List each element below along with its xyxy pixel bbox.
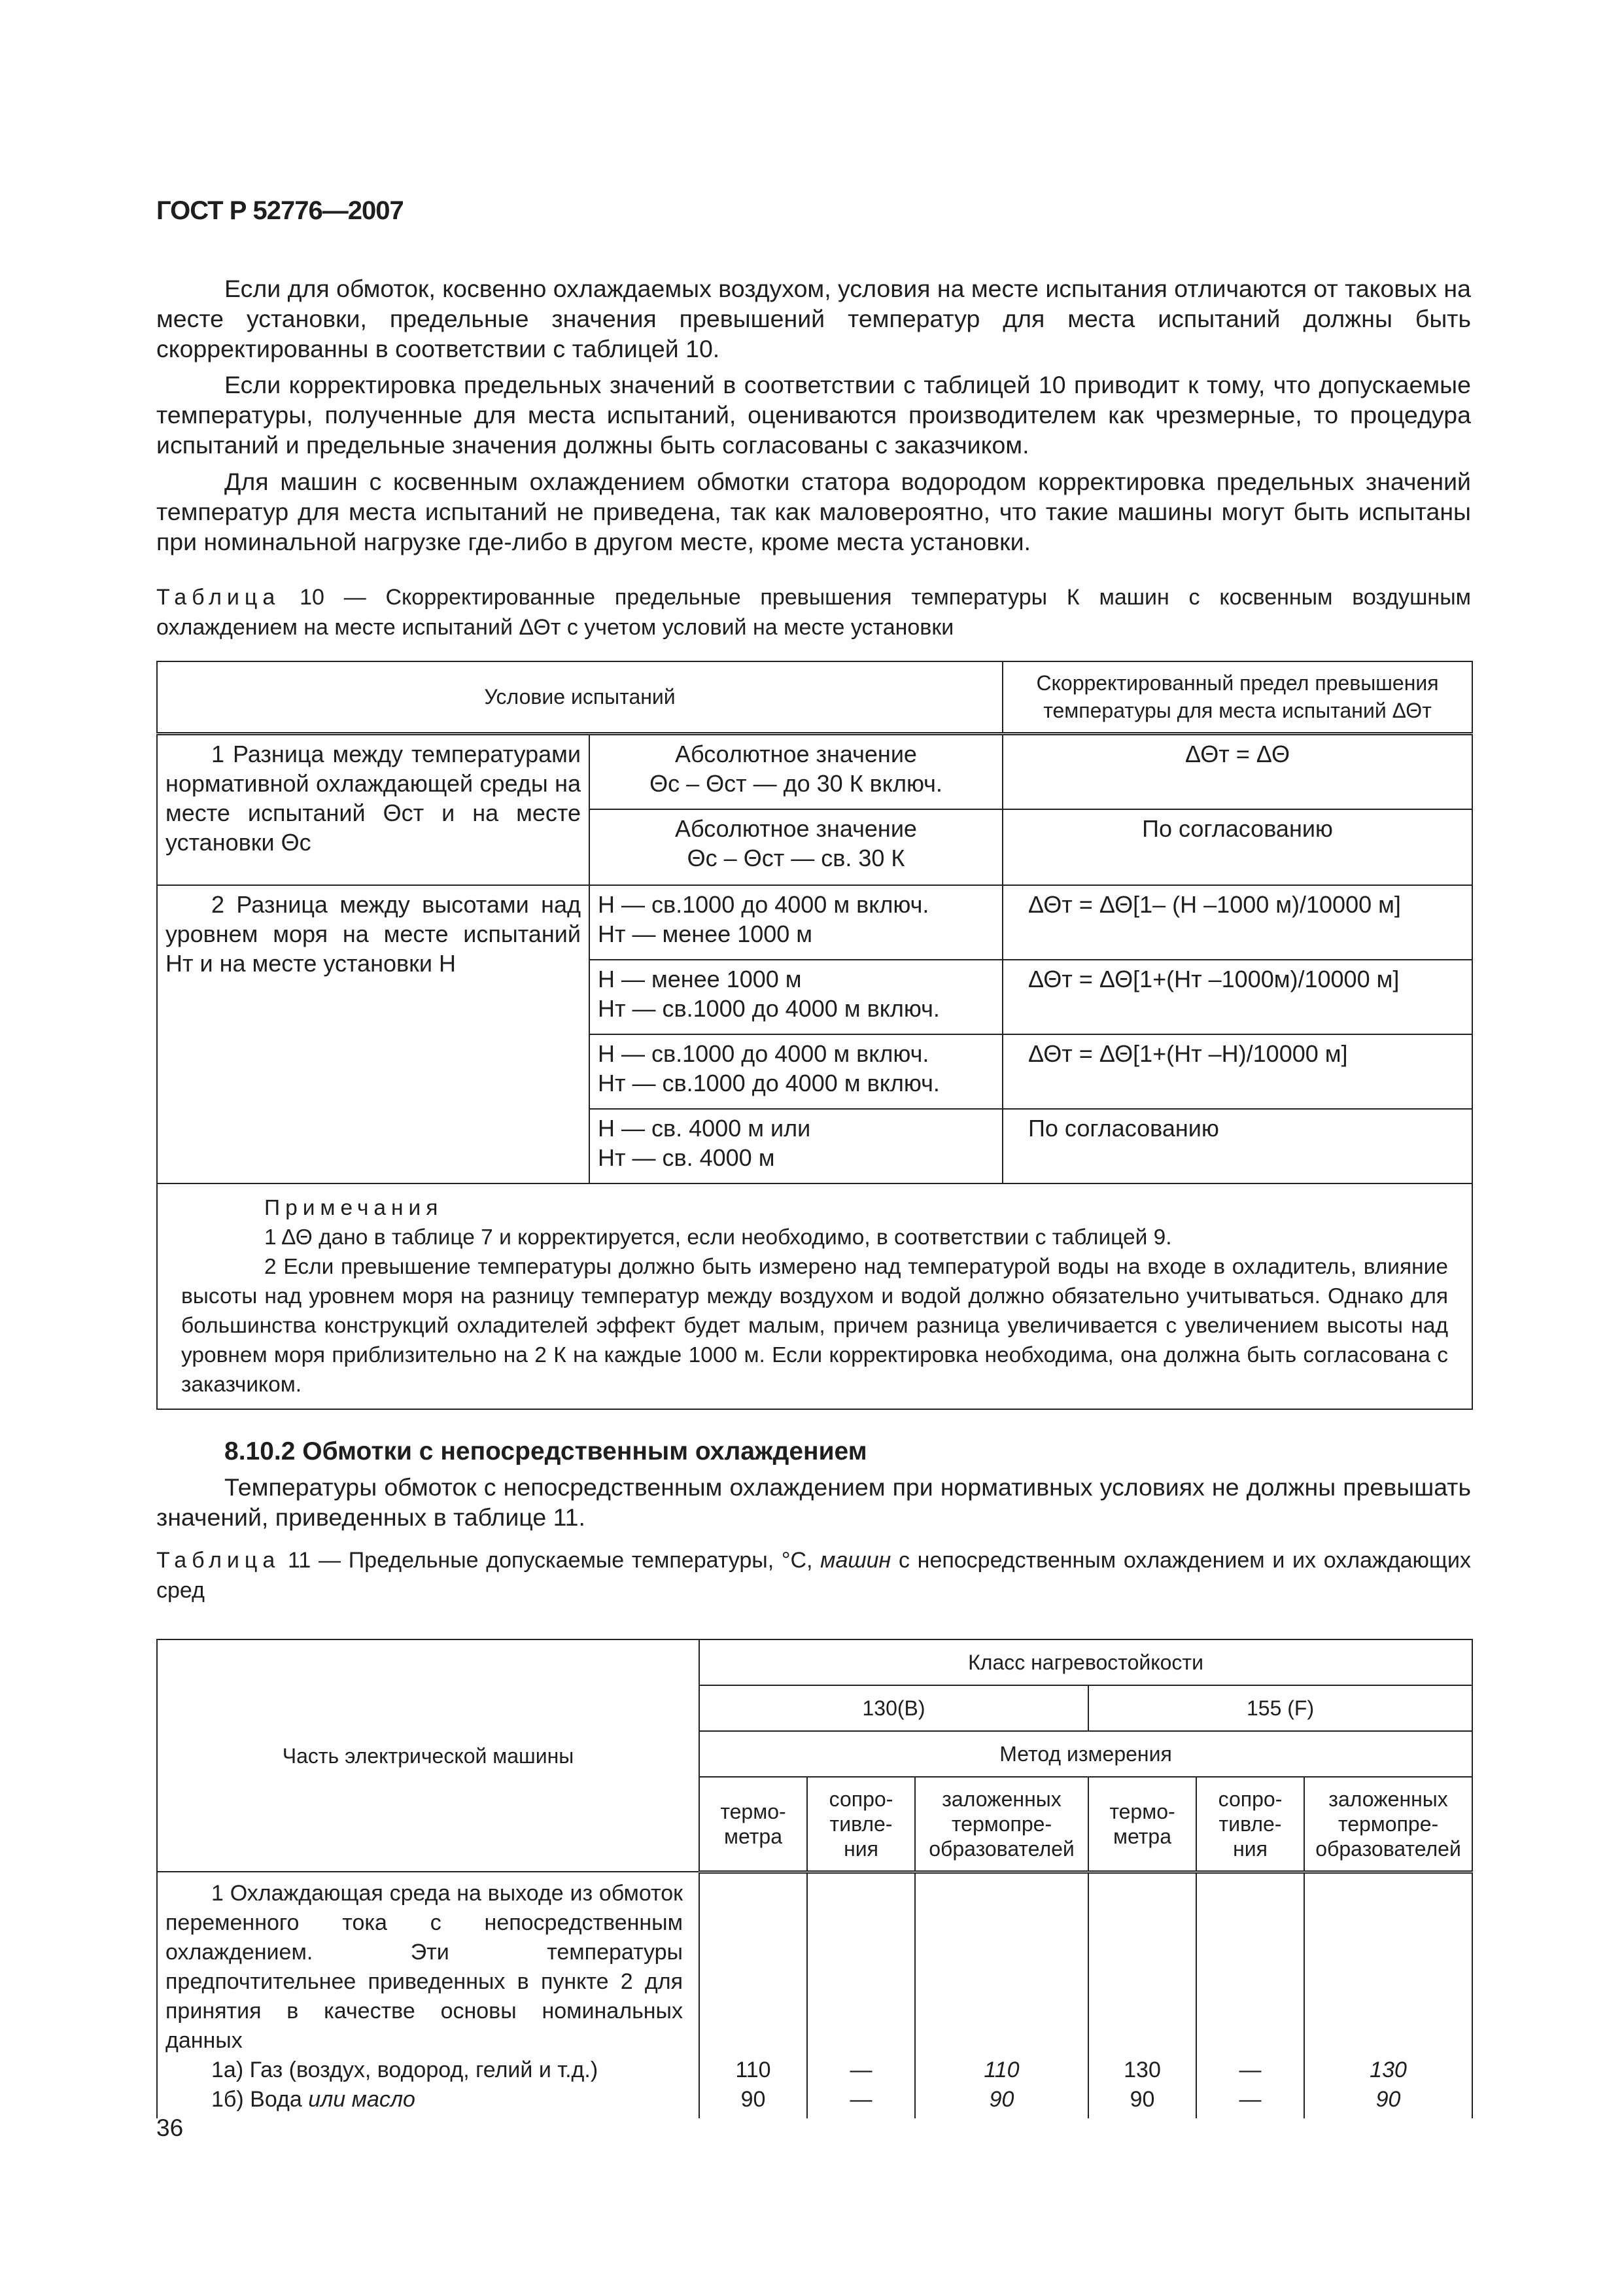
t10-row2-sub4-cond (589, 1109, 1003, 1183)
t11-header-class-f: 155 (F) (1088, 1685, 1472, 1731)
t11-row1b-label (165, 2085, 683, 2114)
table10-caption (156, 582, 1471, 642)
t10-notes (157, 1183, 1472, 1409)
t11-header-part: Часть электрической машины (157, 1639, 699, 1872)
t11-row1b-val-3: 90 (989, 2087, 1014, 2112)
t11-row1a-val-2: — (850, 2058, 872, 2082)
t10-row2-sub4-limit: По согласованию (1003, 1109, 1472, 1183)
t10-row2-sub2-cond (589, 960, 1003, 1034)
table11-caption-italic: машин (820, 1548, 891, 1573)
t10-row1-sub2-line1: Абсолютное значение (675, 815, 917, 842)
t11-method-3: заложенных термопре- образователей (915, 1777, 1088, 1872)
t10-row2-sub1-line2: Hт — менее 1000 м (598, 920, 813, 947)
table11-caption-label: Таблица (156, 1548, 281, 1573)
t10-row2-sub2-limit: ΔΘт = ΔΘ[1+(Hт –1000м)/10000 м] (1003, 960, 1472, 1034)
t11-row1a-val-6: 130 (1370, 2058, 1407, 2082)
t11-row1b-val-6: 90 (1375, 2087, 1401, 2112)
t10-row2-sub2-line1: H — менее 1000 м (598, 966, 802, 992)
t11-header-class: Класс нагревостойкости (699, 1639, 1472, 1685)
t10-row1-sub2-cond (589, 809, 1003, 885)
page-number: 36 (156, 2114, 184, 2141)
t10-row2-sub3-limit: ΔΘт = ΔΘ[1+(Hт –H)/10000 м] (1003, 1034, 1472, 1109)
t11-method-4: термо- метра (1088, 1777, 1196, 1872)
t10-row1-sub1-line2: Θс – Θст — до 30 К включ. (649, 769, 942, 797)
t10-row1-sub1-cond (589, 733, 1003, 809)
t10-row2-sub4-line2: Hт — св. 4000 м (598, 1144, 775, 1171)
t11-row1a-val-3: 110 (984, 2058, 1020, 2082)
table-11 (156, 1639, 1473, 2118)
t11-row1b-val-5: — (1239, 2087, 1262, 2112)
t11-method-5: сопро- тивле- ния (1196, 1777, 1304, 1872)
t10-row2-condition: 2 Разница между высотами над уровнем моря на месте испытаний Hт и на месте установки H (157, 885, 589, 1183)
table11-caption-text-2: с непосредственным охлаждением и их охлаждающих сред (156, 1548, 1471, 1603)
table11-caption (156, 1545, 1471, 1605)
t11-header-class-b: 130(В) (699, 1685, 1088, 1731)
t11-method-1: термо- метра (699, 1777, 807, 1872)
t11-method-2: сопро- тивле- ния (807, 1777, 915, 1872)
t10-row1-sub2-line2: Θс – Θст — св. 30 К (687, 845, 905, 871)
t10-row1-condition: 1 Разница между температурами нормативной охлаждающей среды на месте испытаний Θст и на месте установки Θс (157, 733, 589, 885)
t11-row1-part (157, 1872, 699, 2118)
t11-row1b-val-2: — (850, 2087, 872, 2112)
t10-row1-sub1-limit: ΔΘт = ΔΘ (1003, 733, 1472, 809)
t11-col2-values (807, 1872, 915, 2118)
t11-row1-text: 1 Охлаждающая среда на выходе из обмоток переменного тока с непосредственным охлаждением. Эти температуры предпочтительнее приведенных в пункте 2 для принятия в качестве основы номинальных данных (165, 1881, 683, 2053)
t11-row1b-italic: или масло (308, 2087, 415, 2112)
table10-caption-text: 10 — Скорректированные предельные превышения температуры К машин с косвенным воздушным охлаждением на месте испытаний ΔΘт с учетом условий на месте установки (156, 585, 1472, 640)
table10-caption-label: Таблица (156, 585, 281, 610)
t11-col5-values (1196, 1872, 1304, 2118)
t10-note-2: 2 Если превышение температуры должно быть измерено над температурой воды на входе в охладитель, влияние высоты над уровнем моря на разницу температур между воздухом и водой должно обязательно учитываться. Однако для большинства конструкций охладителей эффект будет малым, причем разница увеличивается с увеличением высоты над уровнем моря приблизительно на 2 К на каждые 1000 м. Если корректировка необходима, она должна быть согласована с заказчиком. (181, 1255, 1449, 1397)
t11-row1a-val-5: — (1239, 2058, 1262, 2082)
t11-row1a-val-4: 130 (1124, 2058, 1161, 2082)
t10-row2-sub3-line1: H — св.1000 до 4000 м включ. (598, 1040, 929, 1067)
t10-header-limit: Скорректированный предел превышения температуры для места испытаний ΔΘт (1003, 661, 1472, 733)
section-paragraph: Температуры обмоток с непосредственным охлаждением при нормативных условиях не должны превышать значений, приведенных в таблице 11. (156, 1473, 1471, 1531)
paragraph-2: Если корректировка предельных значений в соответствии с таблицей 10 приводит к тому, что допускаемые температуры, полученные для места испытаний, оцениваются производителем как чрезмерные, то процедура испытаний и предельные значения должны быть согласованы с заказчиком. (156, 371, 1471, 459)
t11-col3-values (915, 1872, 1088, 2118)
t10-row1-sub1-line1: Абсолютное значение (675, 740, 917, 767)
t11-method-6: заложенных термопре- образователей (1304, 1777, 1472, 1872)
t10-header-condition: Условие испытаний (157, 661, 1003, 733)
t11-row1a-label: 1а) Газ (воздух, водород, гелий и т.д.) (211, 2058, 598, 2082)
t10-note-1: 1 ΔΘ дано в таблице 7 и корректируется, если необходимо, в соответствии с таблицей 9. (264, 1225, 1172, 1250)
t11-col4-values (1088, 1872, 1196, 2118)
t11-row1b-val-1: 90 (740, 2087, 766, 2112)
paragraph-3: Для машин с косвенным охлаждением обмотки статора водородом корректировка предельных значений температур для места испытаний не приведена, так как маловероятно, что такие машины могут быть испытаны при номинальной нагрузке где-либо в другом месте, кроме места установки. (156, 468, 1471, 555)
t11-header-method: Метод измерения (699, 1731, 1472, 1777)
t10-row2-sub1-line1: H — св.1000 до 4000 м включ. (598, 891, 929, 918)
t10-row2-sub1-limit: ΔΘт = ΔΘ[1– (H –1000 м)/10000 м] (1003, 885, 1472, 960)
paragraph-1: Если для обмоток, косвенно охлаждаемых воздухом, условия на месте испытания отличаются от таковых на месте установки, предельные значения превышений температур для места испытаний должны быть скорректированны в соответствии с таблицей 10. (156, 275, 1471, 362)
t10-row2-sub3-cond (589, 1034, 1003, 1109)
t11-row1b-val-4: 90 (1130, 2087, 1155, 2112)
t10-notes-title: Примечания (264, 1196, 443, 1220)
table11-caption-text-1: 11 — Предельные допускаемые температуры, °С, (288, 1548, 813, 1573)
t10-row2-sub1-cond (589, 885, 1003, 960)
table-10 (156, 661, 1473, 1410)
t10-row2-sub3-line2: Hт — св.1000 до 4000 м включ. (598, 1070, 940, 1096)
section-title: 8.10.2 Обмотки с непосредственным охлаждением (224, 1437, 867, 1465)
t10-row2-sub2-line2: Hт — св.1000 до 4000 м включ. (598, 995, 940, 1022)
t11-col6-values (1304, 1872, 1472, 2118)
t10-row1-sub2-limit: По согласованию (1003, 809, 1472, 885)
t11-row1a-val-1: 110 (735, 2058, 771, 2082)
t11-col1-values (699, 1872, 807, 2118)
t10-row2-sub4-line1: H — св. 4000 м или (598, 1115, 811, 1142)
t11-row1b-text: 1б) Вода (211, 2087, 302, 2112)
document-header: ГОСТ Р 52776—2007 (156, 196, 404, 225)
